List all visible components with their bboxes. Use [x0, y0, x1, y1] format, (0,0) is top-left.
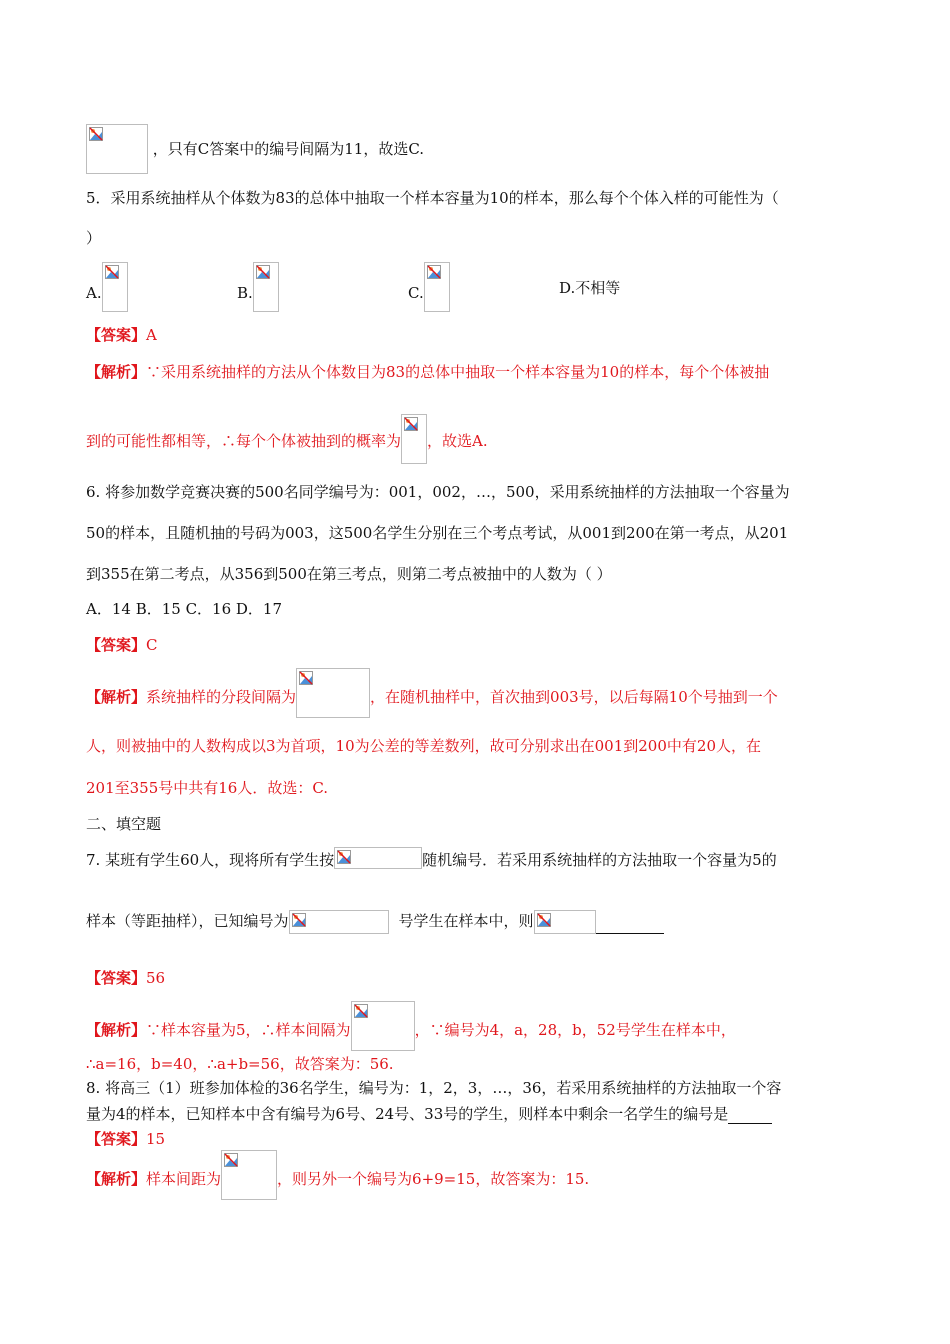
broken-image-icon: [89, 127, 103, 141]
q6-analysis-line2: 人，则被抽中的人数构成以3为首项，10为公差的等差数列，故可分别求出在001到200中有20人，在: [86, 737, 761, 755]
q5-options: [86, 262, 128, 312]
q6-line2: 50的样本，且随机抽的号码为003，这500名学生分别在三个考点考试，从001到200在第一考点，从201: [86, 524, 789, 542]
question-text: 7. 某班有学生60人，现将所有学生按: [86, 851, 335, 869]
broken-image-icon: [224, 1153, 238, 1167]
formula-image: [401, 414, 427, 464]
formula-image: [221, 1150, 277, 1200]
answer-tag: 【答案】: [86, 1130, 147, 1148]
analysis-text: ∵采用系统抽样的方法从个体数目为83的总体中抽取一个样本容量为10的样本，每个个体被抽: [146, 363, 770, 381]
analysis-text: ，则另外一个编号为6+9=15，故答案为：15.: [277, 1170, 590, 1188]
q6-analysis-line3: 201至355号中共有16人．故选：C.: [86, 779, 329, 797]
q6-answer: [86, 635, 158, 655]
option-a-label: A.: [86, 284, 102, 302]
question-text: 随机编号．若采用系统抽样的方法抽取一个容量为5的: [422, 851, 777, 869]
broken-image-icon: [427, 265, 441, 279]
q5-answer: [86, 325, 157, 345]
q7-answer: [86, 968, 165, 988]
option-c-image: [424, 262, 450, 312]
answer-tag: 【答案】: [86, 969, 147, 987]
q8-answer: [86, 1129, 165, 1149]
analysis-text: 到的可能性都相等，∴每个个体被抽到的概率为: [86, 432, 402, 450]
q7-line1: [86, 847, 777, 870]
broken-image-icon: [105, 265, 119, 279]
formula-image: [351, 1001, 415, 1051]
formula-image: [289, 910, 389, 934]
formula-image: [86, 124, 148, 174]
q7-line2: [86, 910, 664, 934]
broken-image-icon: [354, 1004, 368, 1018]
section-title: 二、填空题: [86, 815, 162, 833]
q8-line1: 8. 将高三（1）班参加体检的36名学生，编号为：1，2，3，…，36，若采用系统抽样的方法抽取一个容: [86, 1079, 782, 1097]
answer-value: 56: [146, 969, 166, 987]
option-b-label: B.: [237, 284, 253, 302]
q7-analysis-line2: ∴a=16，b=40，∴a+b=56，故答案为：56.: [86, 1055, 394, 1073]
analysis-tag: 【解析】: [86, 363, 147, 381]
option-b-image: [253, 262, 279, 312]
analysis-text: ，∵编号为4，a，28，b，52号学生在样本中，: [414, 1021, 736, 1039]
q6-line3: 到355在第二考点，从356到500在第三考点，则第二考点被抽中的人数为（ ）: [86, 565, 612, 583]
answer-value: 15: [146, 1130, 166, 1148]
broken-image-icon: [404, 417, 418, 431]
analysis-text: 系统抽样的分段间隔为: [146, 688, 297, 706]
formula-image: [334, 847, 422, 869]
answer-tag: 【答案】: [86, 636, 147, 654]
analysis-tag: 【解析】: [86, 1021, 147, 1039]
analysis-tag: 【解析】: [86, 688, 147, 706]
q5-analysis-line2: [86, 414, 488, 464]
q5-option-b: [237, 262, 279, 312]
option-c-label: C.: [408, 284, 424, 302]
answer-value: A: [146, 326, 157, 344]
broken-image-icon: [299, 671, 313, 685]
q5-stem-line2: ）: [86, 229, 102, 247]
option-d: D.不相等: [559, 279, 621, 297]
question-text: 号学生在样本中，则: [398, 912, 534, 930]
broken-image-icon: [292, 913, 306, 927]
q4-tail-text: ，只有C答案中的编号间隔为11，故选C.: [152, 140, 425, 158]
analysis-text: ，故选A.: [427, 432, 488, 450]
q5-stem-line1: 5．采用系统抽样从个体数为83的总体中抽取一个样本容量为10的样本，那么每个个体入样的可能性为（: [86, 189, 779, 207]
answer-value: C: [146, 636, 158, 654]
q8-analysis: [86, 1150, 589, 1200]
broken-image-icon: [537, 913, 551, 927]
q4-tail-line: [86, 124, 424, 174]
broken-image-icon: [256, 265, 270, 279]
analysis-text: ∵样本容量为5，∴样本间隔为: [146, 1021, 351, 1039]
analysis-text: 样本间距为: [146, 1170, 222, 1188]
broken-image-icon: [337, 850, 351, 864]
q7-analysis-line1: [86, 1001, 736, 1051]
q8-line2: [86, 1104, 772, 1124]
q6-options: A．14 B．15 C．16 D．17: [86, 600, 283, 618]
q5-option-c: [408, 262, 450, 312]
q6-line1: 6. 将参加数学竞赛决赛的500名同学编号为：001，002，…，500，采用系统抽样的方法抽取一个容量为: [86, 483, 790, 501]
question-text: 样本（等距抽样），已知编号为: [86, 912, 289, 930]
answer-tag: 【答案】: [86, 326, 147, 344]
answer-blank: [728, 1107, 772, 1124]
answer-blank: [596, 917, 664, 934]
formula-image: [296, 668, 370, 718]
option-a-image: [102, 262, 128, 312]
q6-analysis-line1: [86, 668, 778, 718]
analysis-tag: 【解析】: [86, 1170, 147, 1188]
question-text: 量为4的样本，已知样本中含有编号为6号、24号、33号的学生，则样本中剩余一名学生的编号是: [86, 1105, 729, 1123]
formula-image: [534, 910, 596, 934]
q5-analysis-line1: [86, 362, 769, 382]
analysis-text: ，在随机抽样中，首次抽到003号，以后每隔10个号抽到一个: [370, 688, 778, 706]
